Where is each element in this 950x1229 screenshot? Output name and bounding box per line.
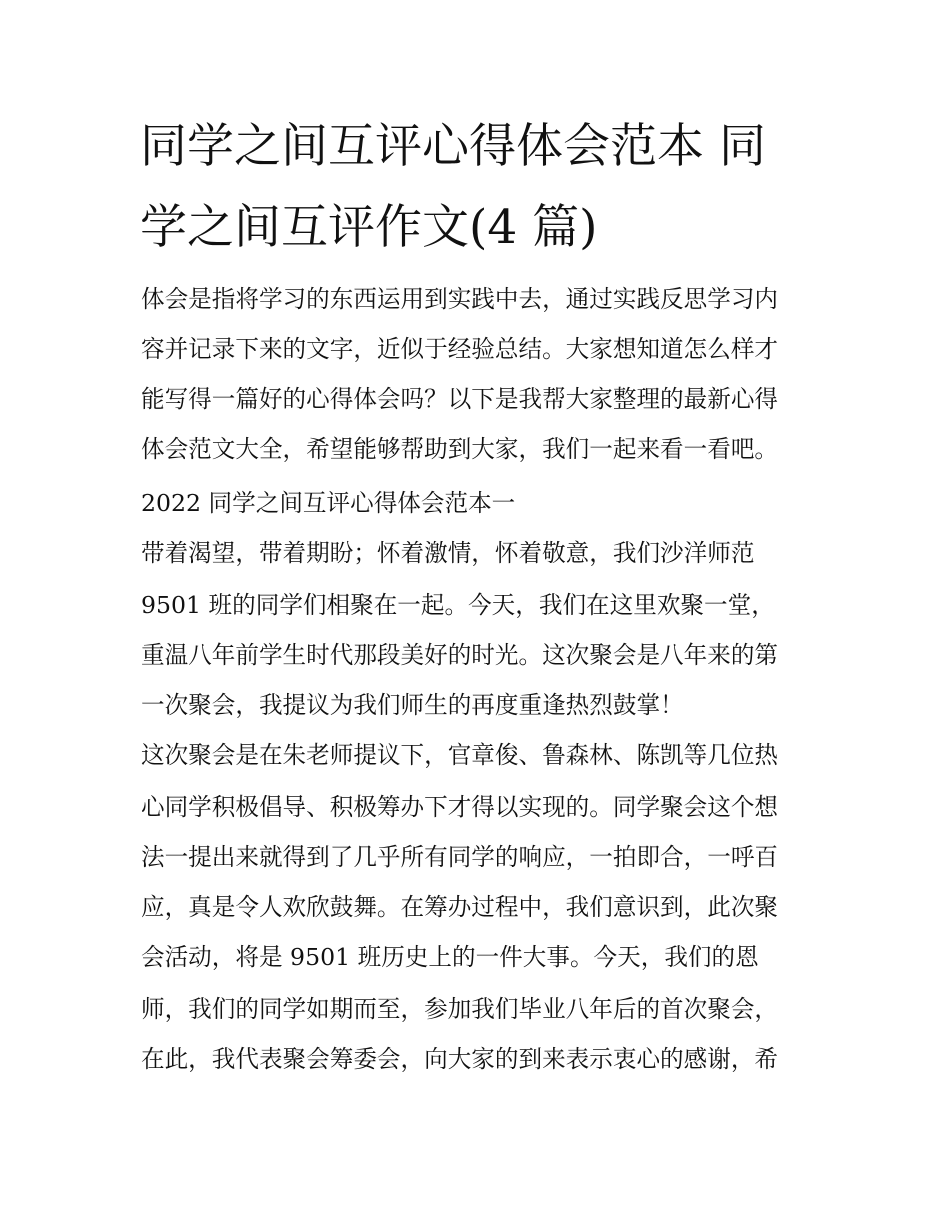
body-line: 心同学积极倡导、积极筹办下才得以实现的。同学聚会这个想 xyxy=(141,793,779,821)
body-line: 师，我们的同学如期而至，参加我们毕业八年后的首次聚会， xyxy=(141,995,779,1023)
document-title-line-2: 学之间互评作文(4 篇) xyxy=(140,200,598,255)
body-line: 体会范文大全，希望能够帮助到大家，我们一起来看一看吧。 xyxy=(141,435,779,463)
body-line: 带着渴望，带着期盼；怀着激情，怀着敬意，我们沙洋师范 xyxy=(141,539,755,567)
body-line: 能写得一篇好的心得体会吗？以下是我帮大家整理的最新心得 xyxy=(141,385,779,413)
body-line: 体会是指将学习的东西运用到实践中去，通过实践反思学习内 xyxy=(141,285,779,313)
body-line: 应，真是令人欢欣鼓舞。在筹办过程中，我们意识到，此次聚 xyxy=(141,893,779,921)
body-line: 9501 班的同学们相聚在一起。今天，我们在这里欢聚一堂， xyxy=(141,591,775,619)
body-line: 重温八年前学生时代那段美好的时光。这次聚会是八年来的第 xyxy=(141,641,779,669)
section-heading: 2022 同学之间互评心得体会范本一 xyxy=(141,489,516,517)
body-line: 法一提出来就得到了几乎所有同学的响应，一拍即合，一呼百 xyxy=(141,843,779,871)
body-line: 这次聚会是在朱老师提议下，官章俊、鲁森林、陈凯等几位热 xyxy=(141,741,779,769)
body-line: 一次聚会，我提议为我们师生的再度重逢热烈鼓掌！ xyxy=(141,691,684,719)
body-line: 在此，我代表聚会筹委会，向大家的到来表示衷心的感谢，希 xyxy=(141,1045,779,1073)
body-line: 容并记录下来的文字，近似于经验总结。大家想知道怎么样才 xyxy=(141,335,779,363)
body-line: 会活动，将是 9501 班历史上的一件大事。今天，我们的恩 xyxy=(141,943,759,971)
document-title-line-1: 同学之间互评心得体会范本 同 xyxy=(140,119,766,174)
